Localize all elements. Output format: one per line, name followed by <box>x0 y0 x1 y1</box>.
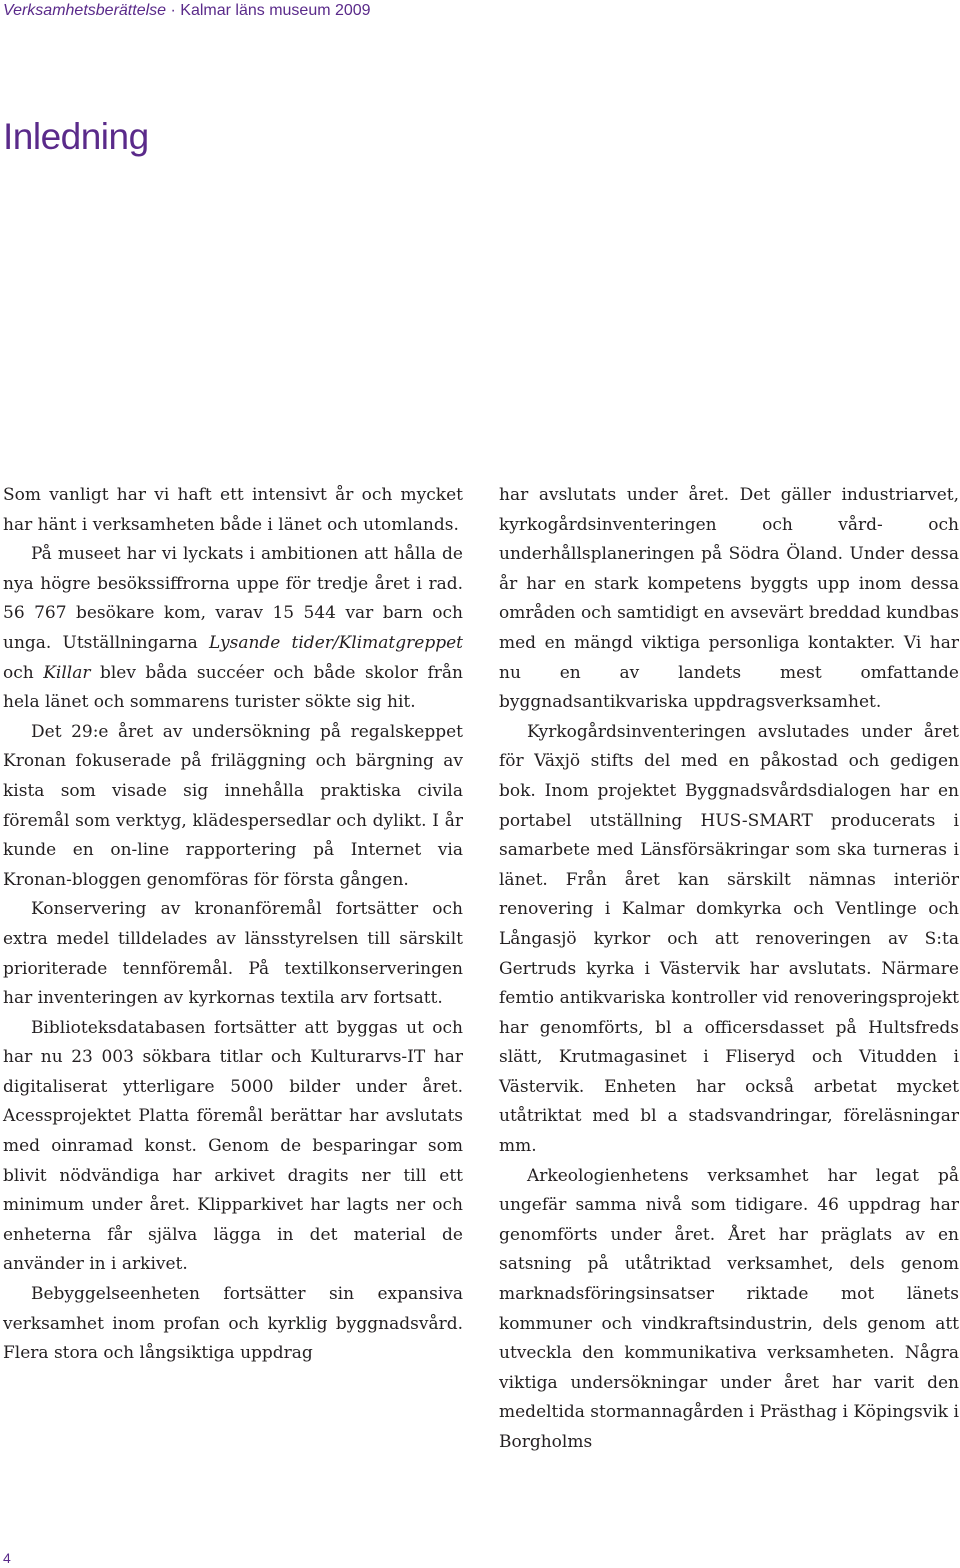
left-text-column <box>3 481 463 1369</box>
page-number: 4 <box>3 1550 11 1566</box>
text-run: Biblioteksdatabasen fortsätter att byggas ut och har nu 23 003 sökbara titlar och Kulturarvs-IT har digitaliserat ytterligare 5000 bilder under året. Acessprojektet Platta föremål berättar har avslutats med oinramad konst. Genom de besparingar som blivit nödvändiga har arkivet dragits ner till ett minimum under året. Klipparkivet har lagts ner och enheterna får själva lägga in det material de använder in i arkivet. <box>3 1017 463 1275</box>
text-run: blev båda succéer och både skolor från hela länet och sommarens turister sökte sig hit. <box>3 662 463 713</box>
paragraph <box>3 1280 463 1369</box>
text-run: och <box>3 662 44 683</box>
text-run: Konservering av kronanföremål fortsätter och extra medel tilldelades av länsstyrelsen till särskilt prioriterade tennföremål. På textilkonserveringen har inventeringen av kyrkornas textila arv fortsatt. <box>3 899 463 1009</box>
header-separator: · <box>166 2 181 19</box>
paragraph <box>499 1162 959 1458</box>
paragraph <box>3 540 463 718</box>
text-run: Arkeologienhetens verksamhet har legat på ungefär samma nivå som tidigare. 46 uppdrag har genomförts under året. Året har präglats av en satsning på utåtriktad verksamhet, dels genom marknadsföringsinsatser riktade mot länets kommuner och vindkraftsindustrin, dels genom att utveckla den kommunikativa verksamheten. Några viktiga undersökningar under året har varit den medeltida stormannagården i Prästhag i Köpingsvik i Borgholms <box>499 1165 959 1452</box>
text-run: Det 29:e året av undersökning på regalskeppet Kronan fokuserade på friläggning och bärgning av kista som visade sig innehålla praktiska civila föremål som verktyg, klädespersedlar och dylikt. I år kunde en on-line rapportering på Internet via Kronan-bloggen genomföras för första gången. <box>3 721 463 890</box>
italic-title: Lysande tider/Klimatgreppet <box>209 632 463 653</box>
right-text-column <box>499 481 959 1458</box>
header-report-name: Verksamhetsberättelse <box>3 2 167 19</box>
text-run: Bebyggelseenheten fortsätter sin expansiva verksamhet inom profan och kyrklig byggnadsvård. Flera stora och långsiktiga uppdrag <box>3 1284 463 1364</box>
paragraph <box>3 1014 463 1280</box>
text-run: har avslutats under året. Det gäller industriarvet, kyrkogårdsinventeringen och vård- och underhållsplaneringen på Södra Öland. Under dessa år har en stark kompetens byggts upp inom dessa områden och samtidigt en avsevärt breddad kundbas med en mängd viktiga personliga kontakter. Vi har nu en av landets mest omfattande byggnadsantikvariska uppdragsverksamhet. <box>499 485 959 713</box>
paragraph <box>3 481 463 540</box>
paragraph <box>3 895 463 1013</box>
text-run: På museet har vi lyckats i ambitionen att hålla de nya högre besökssiffrorna uppe för tredje året i rad. 56 767 besökare kom, varav 15 544 var barn och unga. Utställningarna <box>3 544 463 653</box>
italic-title: Killar <box>43 662 91 683</box>
paragraph <box>499 718 959 1162</box>
text-run: Kyrkogårdsinventeringen avslutades under året för Växjö stifts del med en påkostad och gedigen bok. Inom projektet Byggnadsvårdsdialogen har en portabel utställning HUS-SMART producerats i samarbete med Länsförsäkringar som ska turneras i länet. Från året kan särskilt nämnas interiör renovering i Kalmar domkyrka och Ventlinge och Långasjö kyrkor och att renoveringen av S:ta Gertruds kyrka i Västervik har avslutats. Närmare femtio antikvariska kontroller vid renoveringsprojekt har genomförts, bl a officersdasset på Hultsfreds slätt, Krutmagasinet i Fliseryd och Vitudden i Västervik. Enheten har också arbetat mycket utåtriktat med bl a stadsvandringar, föreläsningar mm. <box>499 721 959 1157</box>
running-header <box>3 0 371 22</box>
paragraph <box>499 481 959 718</box>
text-run: Som vanligt har vi haft ett intensivt år och mycket har hänt i verksamheten både i länet och utomlands. <box>3 485 463 535</box>
paragraph <box>3 718 463 896</box>
page-title: Inledning <box>3 116 149 157</box>
header-museum-year: Kalmar läns museum 2009 <box>180 2 371 19</box>
